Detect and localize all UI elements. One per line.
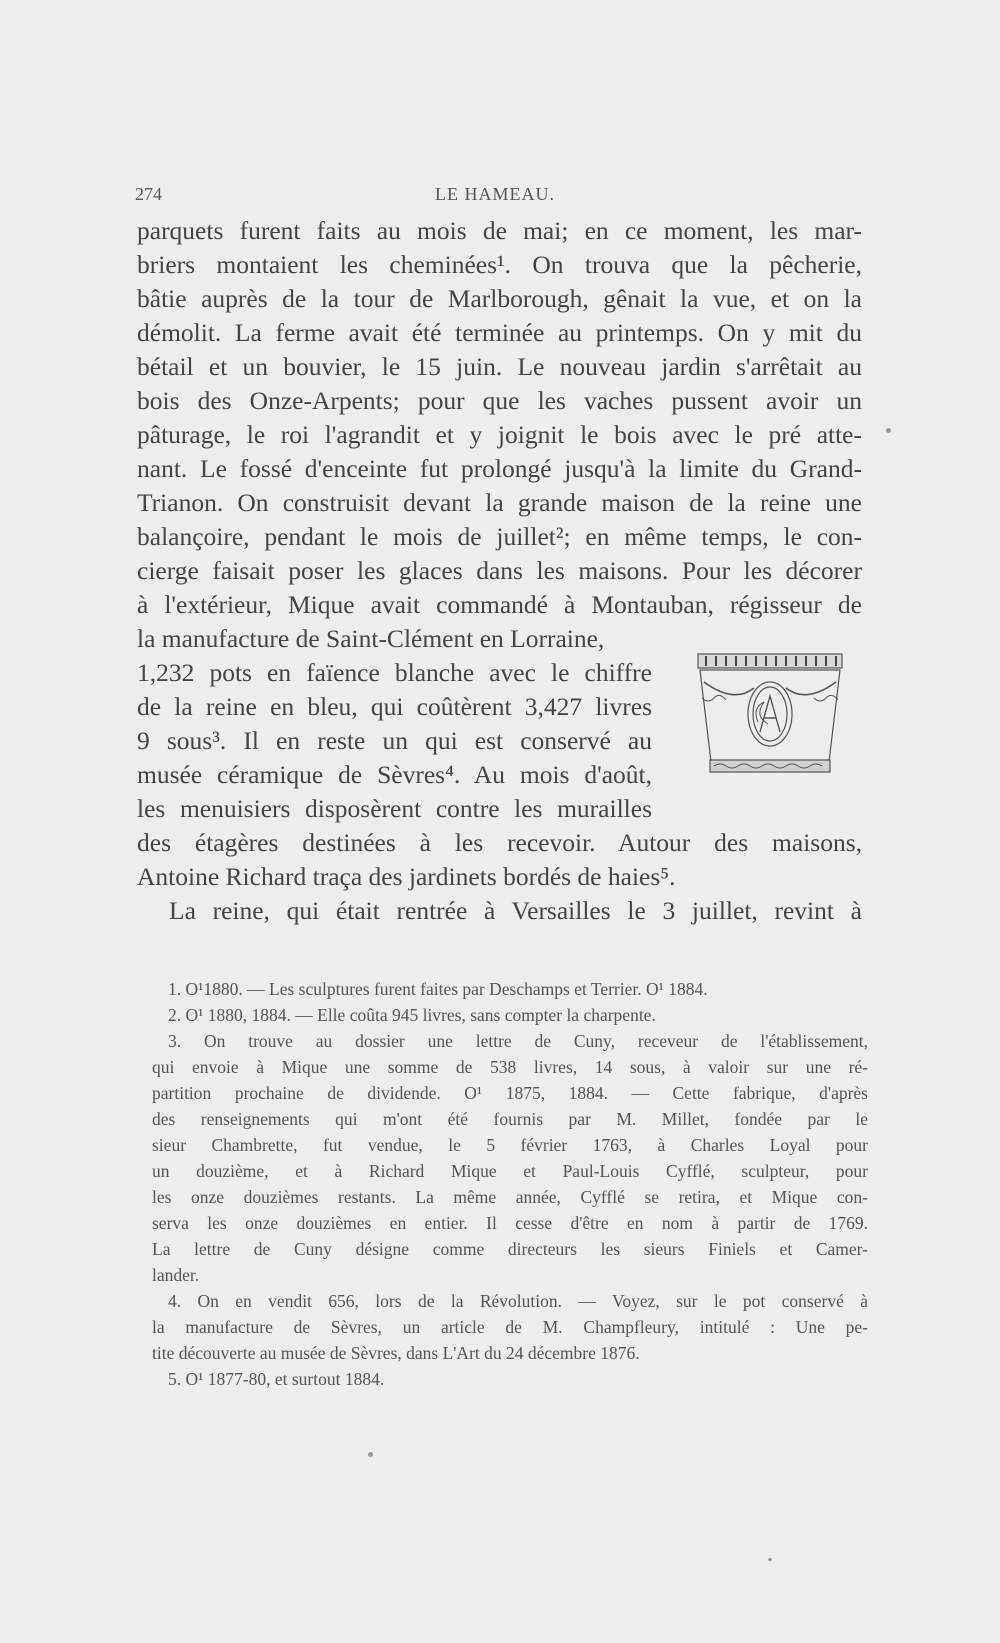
footnote-line: qui envoie à Mique une somme de 538 livres, 14 sous, à valoir sur une ré-	[152, 1057, 868, 1077]
text-line: la manufacture de Saint-Clément en Lorraine,	[137, 624, 605, 653]
footnote-line: La lettre de Cuny désigne comme directeurs les sieurs Finiels et Camer-	[152, 1239, 868, 1259]
footnote-line: lander.	[152, 1265, 200, 1285]
footnote-line: 2. O¹ 1880, 1884. — Elle coûta 945 livres, sans compter la charpente.	[168, 1005, 656, 1025]
text-line: à l'extérieur, Mique avait commandé à Montauban, régisseur de	[137, 590, 862, 619]
text-line: cierge faisait poser les glaces dans les maisons. Pour les décorer	[137, 556, 862, 585]
footnote-line: partition prochaine de dividende. O¹ 1875, 1884. — Cette fabrique, d'après	[152, 1083, 868, 1103]
running-header	[135, 184, 855, 208]
text-line: 9 sous³. Il en reste un qui est conservé au	[137, 726, 652, 755]
paper-speck	[368, 1452, 373, 1457]
text-line: La reine, qui était rentrée à Versailles le 3 juillet, revint à	[169, 896, 862, 925]
footnote-line: 1. O¹1880. — Les sculptures furent faites par Deschamps et Terrier. O¹ 1884.	[168, 979, 708, 999]
text-line: nant. Le fossé d'enceinte fut prolongé jusqu'à la limite du Grand-	[137, 454, 862, 483]
faience-pot-illustration	[694, 652, 846, 788]
text-line: briers montaient les cheminées¹. On trouva que la pêcherie,	[137, 250, 862, 279]
text-line: les menuisiers disposèrent contre les murailles	[137, 794, 652, 823]
text-line: bétail et un bouvier, le 15 juin. Le nouveau jardin s'arrêtait au	[137, 352, 862, 381]
main-text	[137, 214, 862, 928]
text-line: musée céramique de Sèvres⁴. Au mois d'août,	[137, 760, 652, 789]
page-number: 274	[135, 184, 162, 204]
footnote-line: 4. On en vendit 656, lors de la Révolution. — Voyez, sur le pot conservé à	[168, 1291, 868, 1311]
text-line: 1,232 pots en faïence blanche avec le chiffre	[137, 658, 652, 687]
text-line: de la reine en bleu, qui coûtèrent 3,427 livres	[137, 692, 652, 721]
text-line: pâturage, le roi l'agrandit et y joignit le bois avec le pré atte-	[137, 420, 862, 449]
pot-engraving	[694, 652, 846, 788]
text-line: parquets furent faits au mois de mai; en ce moment, les mar-	[137, 216, 862, 245]
text-line: bois des Onze-Arpents; pour que les vaches pussent avoir un	[137, 386, 862, 415]
text-line: Antoine Richard traça des jardinets bordés de haies⁵.	[137, 862, 676, 891]
text-line: bâtie auprès de la tour de Marlborough, gênait la vue, et on la	[137, 284, 862, 313]
footnote-line: un douzième, et à Richard Mique et Paul-Louis Cyfflé, sculpteur, pour	[152, 1161, 868, 1181]
footnote-line: la manufacture de Sèvres, un article de M. Champfleury, intitulé : Une pe-	[152, 1317, 868, 1337]
footnote-line: des renseignements qui m'ont été fournis par M. Millet, fondée par le	[152, 1109, 868, 1129]
footnote-line: serva les onze douzièmes en entier. Il cesse d'être en nom à partir de 1769.	[152, 1213, 868, 1233]
text-line: Trianon. On construisit devant la grande maison de la reine une	[137, 488, 862, 517]
footnote-line: tite découverte au musée de Sèvres, dans L'Art du 24 décembre 1876.	[152, 1343, 640, 1363]
footnote-line: 3. On trouve au dossier une lettre de Cuny, receveur de l'établissement,	[168, 1031, 868, 1051]
footnotes	[152, 976, 868, 1392]
paper-speck	[886, 428, 891, 433]
text-line: des étagères destinées à les recevoir. Autour des maisons,	[137, 828, 862, 857]
paper-speck	[768, 1558, 772, 1561]
footnote-line: 5. O¹ 1877-80, et surtout 1884.	[168, 1369, 385, 1389]
running-title: LE HAMEAU.	[435, 184, 555, 204]
footnote-line: sieur Chambrette, fut vendue, le 5 février 1763, à Charles Loyal pour	[152, 1135, 868, 1155]
text-line: balançoire, pendant le mois de juillet²; en même temps, le con-	[137, 522, 862, 551]
text-line: démolit. La ferme avait été terminée au printemps. On y mit du	[137, 318, 862, 347]
footnote-line: les onze douzièmes restants. La même année, Cyfflé se retira, et Mique con-	[152, 1187, 868, 1207]
